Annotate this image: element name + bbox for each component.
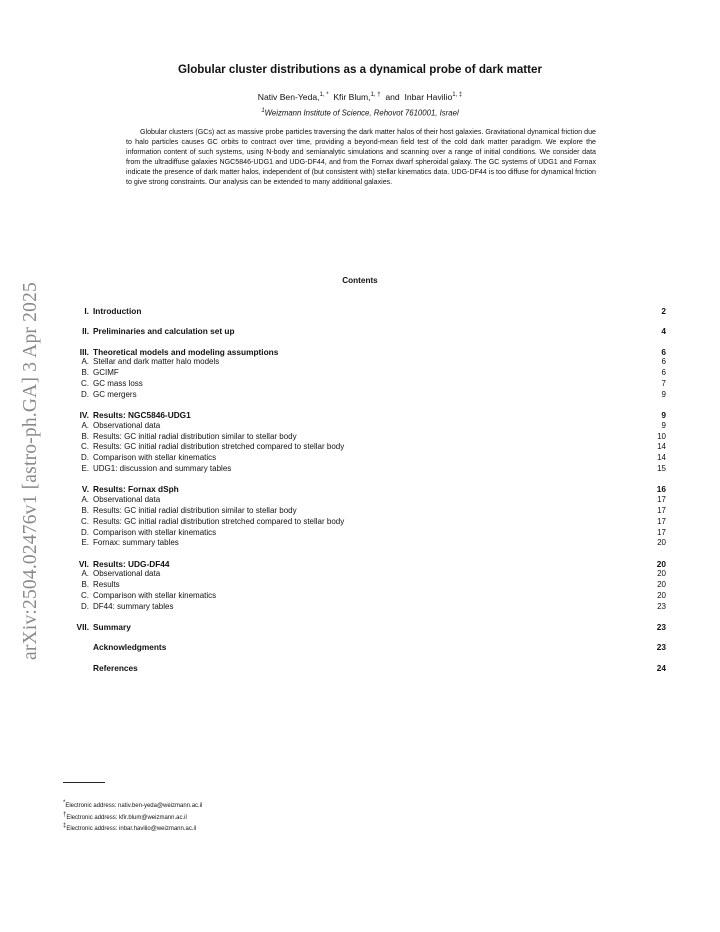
toc-subsection-letter: D. [81, 453, 89, 463]
toc-subsection-letter: C. [81, 378, 89, 388]
toc-section-title: Results: NGC5846-UDG1 [93, 410, 191, 421]
toc-subsection-letter: B. [81, 368, 89, 378]
toc-subsection-title: GC mass loss [93, 378, 143, 388]
paper-title: Globular cluster distributions as a dynamical probe of dark matter [177, 63, 542, 76]
toc-page-number: 7 [661, 378, 666, 388]
toc-subsection-title: Results: GC initial radial distribution stretched compared to stellar body [93, 516, 345, 526]
toc-subsection-letter: D. [81, 601, 89, 611]
toc-page-number: 17 [657, 516, 666, 526]
toc-entry-link[interactable] [62, 559, 666, 570]
author-name: Kfir Blum, [333, 92, 371, 102]
toc-subentry-link[interactable] [62, 432, 666, 443]
toc-subsection-title: Comparison with stellar kinematics [93, 591, 217, 601]
toc-section [62, 326, 666, 337]
toc-section-number: III. [79, 346, 89, 357]
toc-page-number: 23 [657, 601, 666, 611]
toc-page-number: 15 [657, 464, 666, 474]
toc-subsection-title: Observational data [93, 569, 161, 579]
abstract: Globular clusters (GCs) act as massive probe particles traversing the dark matter halos of their host galaxies. Gravitational dynamical friction due to halo particles causes GC orbits to contract over time, providing a beyond-mean field test of the cold dark matter paradigm. We explore the information content of such systems, using N-body and semianalytic simulations and scanning over a range of initial conditions. We consider data from the ultradiffuse galaxies NGC5846-UDG1 and UDG-DF44, and from the Fornax dwarf spheroidal galaxy. The GC systems of UDG1 and Fornax indicate the presence of dark matter halos, independent of (but consistent with) stellar kinematics data. UDG-DF44 is too diffuse for dynamical friction to give strong constraints. Our analysis can be extended to many additional galaxies. [126, 128, 596, 187]
toc-section-title: Preliminaries and calculation set up [93, 326, 235, 337]
author-affiliation-marker: 1, ‡ [452, 92, 463, 99]
toc-entry-link[interactable] [62, 663, 666, 674]
toc-page-number: 9 [661, 410, 666, 421]
footnote [63, 822, 202, 834]
toc-subentry-link[interactable] [62, 528, 666, 539]
toc-subsection-letter: D. [81, 389, 89, 399]
toc-page-number: 6 [661, 368, 666, 378]
toc-subsection-letter: A. [81, 495, 89, 505]
toc-subsection-title: DF44: summary tables [93, 601, 174, 611]
footnote-email-text: Electronic address: nativ.ben-yeda@weizmann.ac.il [65, 803, 203, 809]
toc-section-title: Summary [93, 622, 131, 633]
toc-section [62, 347, 666, 401]
toc-subsection-title: Comparison with stellar kinematics [93, 527, 217, 537]
toc-subsection-letter: B. [81, 505, 89, 515]
author-affiliation-marker: 1, † [370, 92, 381, 99]
toc-section-number: I. [84, 306, 89, 316]
affiliation [0, 108, 720, 118]
toc-page-number: 20 [657, 580, 666, 590]
footnote-email-text: Electronic address: kfir.blum@weizmann.ac.il [66, 814, 187, 821]
toc-section-title: Results: Fornax dSph [93, 484, 179, 495]
toc-subentry-link[interactable] [62, 368, 666, 379]
toc-page-number: 16 [656, 484, 666, 495]
toc-section [62, 306, 666, 317]
toc-section [62, 622, 666, 633]
toc-page-number: 9 [661, 389, 666, 399]
toc-page-number: 10 [657, 431, 666, 441]
toc-subsection-title: GCIMF [93, 368, 119, 378]
toc-section-title: Results: UDG-DF44 [93, 558, 170, 569]
toc-subsection-letter: C. [81, 516, 89, 526]
toc-page-number: 17 [657, 527, 666, 537]
toc-subsection-title: Fornax: summary tables [93, 538, 179, 548]
toc-page-number: 17 [657, 505, 666, 515]
toc-subentry-link[interactable] [62, 580, 666, 591]
toc-subsection-title: Stellar and dark matter halo models [93, 357, 220, 367]
toc-subentry-link[interactable] [62, 464, 666, 475]
toc-subentry-link[interactable] [62, 442, 666, 453]
footnote-marker: * [63, 800, 66, 806]
toc-subentry-link[interactable] [62, 506, 666, 517]
toc-entry-link[interactable] [62, 326, 666, 337]
toc-entry-link[interactable] [62, 622, 666, 633]
toc-subentry-link[interactable] [62, 495, 666, 506]
toc-subentry-link[interactable] [62, 591, 666, 602]
toc-subsection-title: Comparison with stellar kinematics [93, 453, 217, 463]
toc-subsection-title: Observational data [93, 495, 161, 505]
toc-subentry-link[interactable] [62, 421, 666, 432]
toc-page-number: 23 [656, 622, 666, 633]
toc-subentry-link[interactable] [62, 602, 666, 613]
footnote [63, 799, 202, 811]
toc-page-number: 6 [661, 357, 666, 367]
toc-subsection-letter: A. [81, 357, 89, 367]
toc-section-number: VI. [78, 558, 89, 569]
toc-subsection-title: Results: GC initial radial distribution similar to stellar body [93, 505, 297, 515]
toc-subentry-link[interactable] [62, 453, 666, 464]
toc-subsection-letter: B. [81, 431, 89, 441]
toc-subentry-link[interactable] [62, 357, 666, 368]
toc-entry-link[interactable] [62, 484, 666, 495]
arxiv-identifier-stamp: arXiv:2504.02476v1 [astro-ph.GA] 3 Apr 2025 [20, 282, 41, 660]
footnote-marker: ‡ [63, 823, 67, 830]
toc-subsection-title: GC mergers [93, 389, 137, 399]
footnote [63, 811, 202, 823]
affiliation-marker: 1 [261, 108, 265, 114]
author-separator: and [380, 92, 405, 102]
toc-page-number: 6 [661, 346, 666, 357]
toc-page-number: 14 [657, 453, 666, 463]
toc-entry-link[interactable] [62, 642, 666, 653]
table-of-contents [62, 306, 666, 683]
toc-section [62, 663, 666, 674]
toc-section-number: II. [82, 326, 89, 337]
toc-section [62, 559, 666, 613]
footnote-rule [63, 782, 105, 783]
toc-page-number: 14 [657, 442, 666, 452]
toc-section-number: V. [81, 484, 89, 495]
toc-page-number: 23 [656, 642, 666, 653]
toc-subsection-title: UDG1: discussion and summary tables [93, 464, 232, 474]
toc-subentry-link[interactable] [62, 390, 666, 401]
toc-section [62, 642, 666, 653]
author-name: Nativ Ben-Yeda, [257, 92, 320, 102]
toc-page-number: 2 [661, 306, 666, 316]
toc-subentry-link[interactable] [62, 569, 666, 580]
toc-subsection-letter: A. [81, 420, 89, 430]
toc-subentry-link[interactable] [62, 538, 666, 549]
toc-subsection-letter: C. [81, 591, 89, 601]
toc-page-number: 20 [657, 591, 666, 601]
toc-subentry-link[interactable] [62, 517, 666, 528]
footnote-email-text: Electronic address: inbar.havilio@weizmann.ac.il [66, 826, 197, 833]
toc-page-number: 4 [661, 326, 666, 337]
toc-subsection-title: Results [93, 580, 120, 590]
toc-section-title: Theoretical models and modeling assumptions [93, 346, 279, 357]
toc-section-title: References [93, 662, 138, 673]
author-name: Inbar Havilio [404, 92, 453, 102]
author-affiliation-marker: 1, * [319, 92, 329, 99]
toc-page-number: 20 [656, 558, 666, 569]
toc-page-number: 9 [661, 420, 666, 430]
toc-entry-link[interactable] [62, 410, 666, 421]
toc-section-number: IV. [79, 410, 89, 421]
toc-subsection-letter: A. [81, 569, 89, 579]
toc-subsection-title: Results: GC initial radial distribution stretched compared to stellar body [93, 442, 345, 452]
toc-page-number: 20 [657, 569, 666, 579]
toc-section-title: Introduction [93, 306, 142, 316]
toc-subsection-letter: B. [81, 580, 89, 590]
affiliation-text: Weizmann Institute of Science, Rehovot 7610001, Israel [264, 108, 459, 118]
toc-section [62, 484, 666, 549]
footnote-marker: † [63, 811, 67, 818]
footnotes [63, 799, 202, 834]
toc-page-number: 24 [656, 662, 666, 673]
toc-section [62, 410, 666, 475]
toc-subentry-link[interactable] [62, 379, 666, 390]
toc-entry-link[interactable] [62, 347, 666, 358]
author-list [0, 92, 720, 102]
toc-entry-link[interactable] [62, 306, 666, 317]
toc-subsection-title: Observational data [93, 420, 161, 430]
toc-subsection-letter: E. [81, 538, 89, 548]
toc-subsection-letter: E. [81, 464, 89, 474]
toc-subsection-title: Results: GC initial radial distribution similar to stellar body [93, 431, 297, 441]
toc-page-number: 17 [657, 495, 666, 505]
toc-page-number: 20 [657, 538, 666, 548]
toc-subsection-letter: C. [81, 442, 89, 452]
toc-subsection-letter: D. [81, 527, 89, 537]
contents-heading: Contents [342, 276, 378, 285]
toc-section-title: Acknowledgments [93, 642, 167, 653]
toc-section-number: VII. [76, 622, 89, 633]
